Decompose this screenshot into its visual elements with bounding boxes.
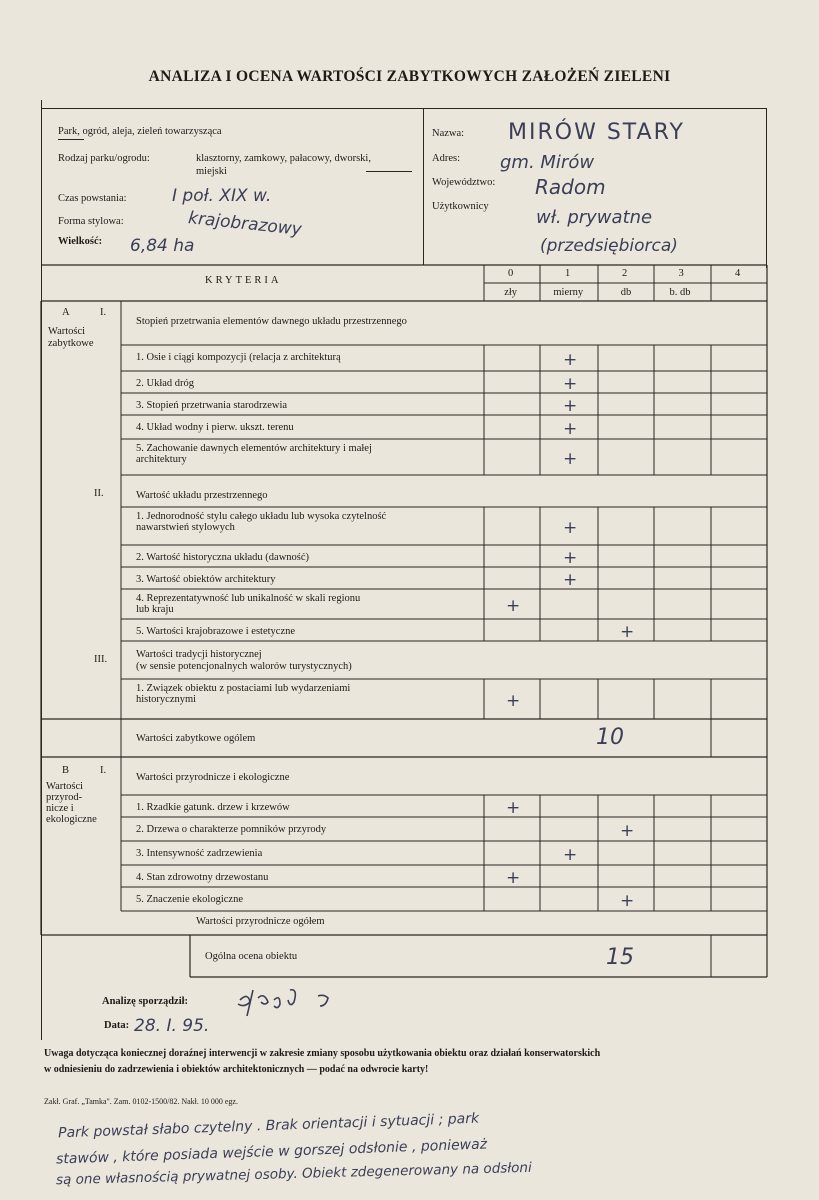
name-label: Nazwa:: [432, 128, 465, 139]
score-col-number: 0: [508, 268, 514, 279]
name-value: MIRÓW STARY: [508, 120, 685, 145]
group-title: (w sensie potencjonalnych walorów turystycznych): [136, 661, 352, 672]
score-mark: +: [506, 868, 521, 888]
score-mark: +: [563, 845, 578, 865]
criterion-label: historycznymi: [136, 694, 197, 705]
users-label: Użytkownicy: [432, 201, 489, 212]
score-col-label: mierny: [553, 287, 584, 298]
card-title: ANALIZA I OCENA WARTOŚCI ZABYTKOWYCH ZAŁOŻEŃ ZIELENI: [148, 68, 671, 85]
score-mark: +: [563, 350, 578, 370]
time-label: Czas powstania:: [58, 193, 127, 204]
score-mark: +: [506, 596, 521, 616]
section-roman: II.: [94, 488, 104, 499]
criterion-label: 4. Układ wodny i pierw. ukszt. terenu: [136, 422, 294, 433]
section-a-name: zabytkowe: [48, 338, 94, 349]
criterion-label: lub kraju: [136, 604, 174, 615]
section-b-name: nicze i: [46, 803, 74, 814]
voivodeship-label: Województwo:: [432, 177, 496, 188]
criterion-label: architektury: [136, 454, 187, 465]
score-mark: +: [563, 419, 578, 439]
kind-options-2: miejski: [196, 166, 227, 177]
criterion-label: 5. Zachowanie dawnych elementów architektury i małej: [136, 443, 372, 454]
criterion-label: nawarstwień stylowych: [136, 522, 235, 533]
score-col-label: b. db: [669, 287, 691, 298]
criterion-label: 1. Rzadkie gatunk. drzew i krzewów: [136, 802, 290, 813]
criterion-label: 1. Związek obiektu z postaciami lub wydarzeniami: [136, 683, 351, 694]
criterion-label: 4. Reprezentatywność lub unikalność w skali regionu: [136, 593, 361, 604]
score-mark: +: [563, 449, 578, 469]
handwritten-note-3: są one własnością prywatnej osoby. Obiekt zdegenerowany na odsłoni: [55, 1159, 532, 1189]
score-mark: +: [620, 821, 635, 841]
group-title: Wartości przyrodnicze i ekologiczne: [136, 772, 290, 783]
kind-options: klasztorny, zamkowy, pałacowy, dworski,: [196, 153, 371, 164]
score-mark: +: [563, 570, 578, 590]
time-value: I poł. XIX w.: [172, 186, 272, 206]
criterion-label: 3. Stopień przetrwania starodrzewia: [136, 400, 288, 411]
section-a-name: Wartości: [48, 326, 86, 337]
address-label: Adres:: [432, 153, 460, 164]
author-label: Analizę sporządził:: [102, 996, 189, 1007]
style-label: Forma stylowa:: [58, 216, 124, 227]
score-mark: +: [506, 691, 521, 711]
overall-label: Ogólna ocena obiektu: [205, 951, 298, 962]
score-col-number: 2: [622, 268, 628, 279]
style-value: krajobrazowy: [187, 208, 303, 240]
kind-label: Rodzaj parku/ogrodu:: [58, 153, 150, 164]
score-mark: +: [620, 891, 635, 911]
section-b-name: przyrod-: [46, 792, 83, 803]
group-title: Wartość układu przestrzennego: [136, 490, 268, 501]
nature-total-label: Wartości przyrodnicze ogółem: [196, 916, 325, 927]
score-col-number: 4: [735, 268, 741, 279]
criterion-label: 4. Stan zdrowotny drzewostanu: [136, 872, 269, 883]
size-label: Wielkość:: [58, 236, 103, 247]
total-label: Wartości zabytkowe ogólem: [136, 733, 256, 744]
score-mark: +: [563, 518, 578, 538]
section-a-letter: A: [62, 307, 70, 318]
handwritten-note-1: Park powstał słabo czytelny . Brak orientacji i sytuacji ; park: [57, 1110, 480, 1142]
score-mark: +: [563, 396, 578, 416]
score-mark: +: [620, 622, 635, 642]
section-b-name: ekologiczne: [46, 814, 97, 825]
criteria-header: KRYTERIA: [205, 275, 282, 286]
date-label: Data:: [104, 1020, 130, 1031]
section-roman: III.: [94, 654, 108, 665]
handwritten-note-2: stawów , które posiada wejście w gorszej odsłonie , ponieważ: [55, 1136, 488, 1168]
score-mark: +: [563, 548, 578, 568]
date-value: 28. I. 95.: [134, 1016, 210, 1036]
users-value-2: (przedsiębiorca): [540, 236, 678, 256]
printer-info: Zakł. Graf. „Tamka". Zam. 0102-1500/82. Nakł. 10 000 egz.: [44, 1097, 238, 1106]
criterion-label: 5. Wartości krajobrazowe i estetyczne: [136, 626, 296, 637]
overall-score: 15: [606, 945, 634, 970]
criterion-label: 2. Układ dróg: [136, 378, 195, 389]
size-value: 6,84 ha: [130, 236, 195, 256]
score-col-label: zły: [504, 287, 518, 298]
voivodeship-value: Radom: [535, 175, 606, 199]
note-line-1: Uwaga dotycząca koniecznej doraźnej interwencji w zakresie zmiany sposobu użytkowania obiektu oraz działań konserwatorskich: [44, 1048, 601, 1059]
group-title: Wartości tradycji historycznej: [136, 649, 262, 660]
section-b-letter: B: [62, 765, 70, 776]
group-title: Stopień przetrwania elementów dawnego układu przestrzennego: [136, 316, 407, 327]
criterion-label: 3. Intensywność zadrzewienia: [136, 848, 263, 859]
criterion-label: 1. Osie i ciągi kompozycji (relacja z architekturą: [136, 352, 341, 363]
section-a-roman: I.: [100, 307, 107, 318]
section-b-name: Wartości: [46, 781, 84, 792]
criterion-label: 3. Wartość obiektów architektury: [136, 574, 276, 585]
criterion-label: 1. Jednorodność stylu całego układu lub wysoka czytelność: [136, 511, 387, 522]
criterion-label: 5. Znaczenie ekologiczne: [136, 894, 243, 905]
score-mark: +: [563, 374, 578, 394]
type-label: Park, ogród, aleja, zieleń towarzysząca: [58, 126, 222, 137]
section-b-roman: I.: [100, 765, 107, 776]
users-value: wł. prywatne: [536, 207, 653, 228]
score-col-number: 3: [678, 268, 684, 279]
score-col-label: db: [620, 287, 632, 298]
score-col-number: 1: [565, 268, 571, 279]
total-score: 10: [596, 725, 624, 750]
criterion-label: 2. Drzewa o charakterze pomników przyrody: [136, 824, 327, 835]
score-mark: +: [506, 798, 521, 818]
note-line-2: w odniesieniu do zadrzewienia i obiektów architektonicznych — podać na odwrocie karty!: [44, 1064, 429, 1075]
address-value: gm. Mirów: [500, 152, 595, 173]
criterion-label: 2. Wartość historyczna układu (dawność): [136, 552, 310, 563]
